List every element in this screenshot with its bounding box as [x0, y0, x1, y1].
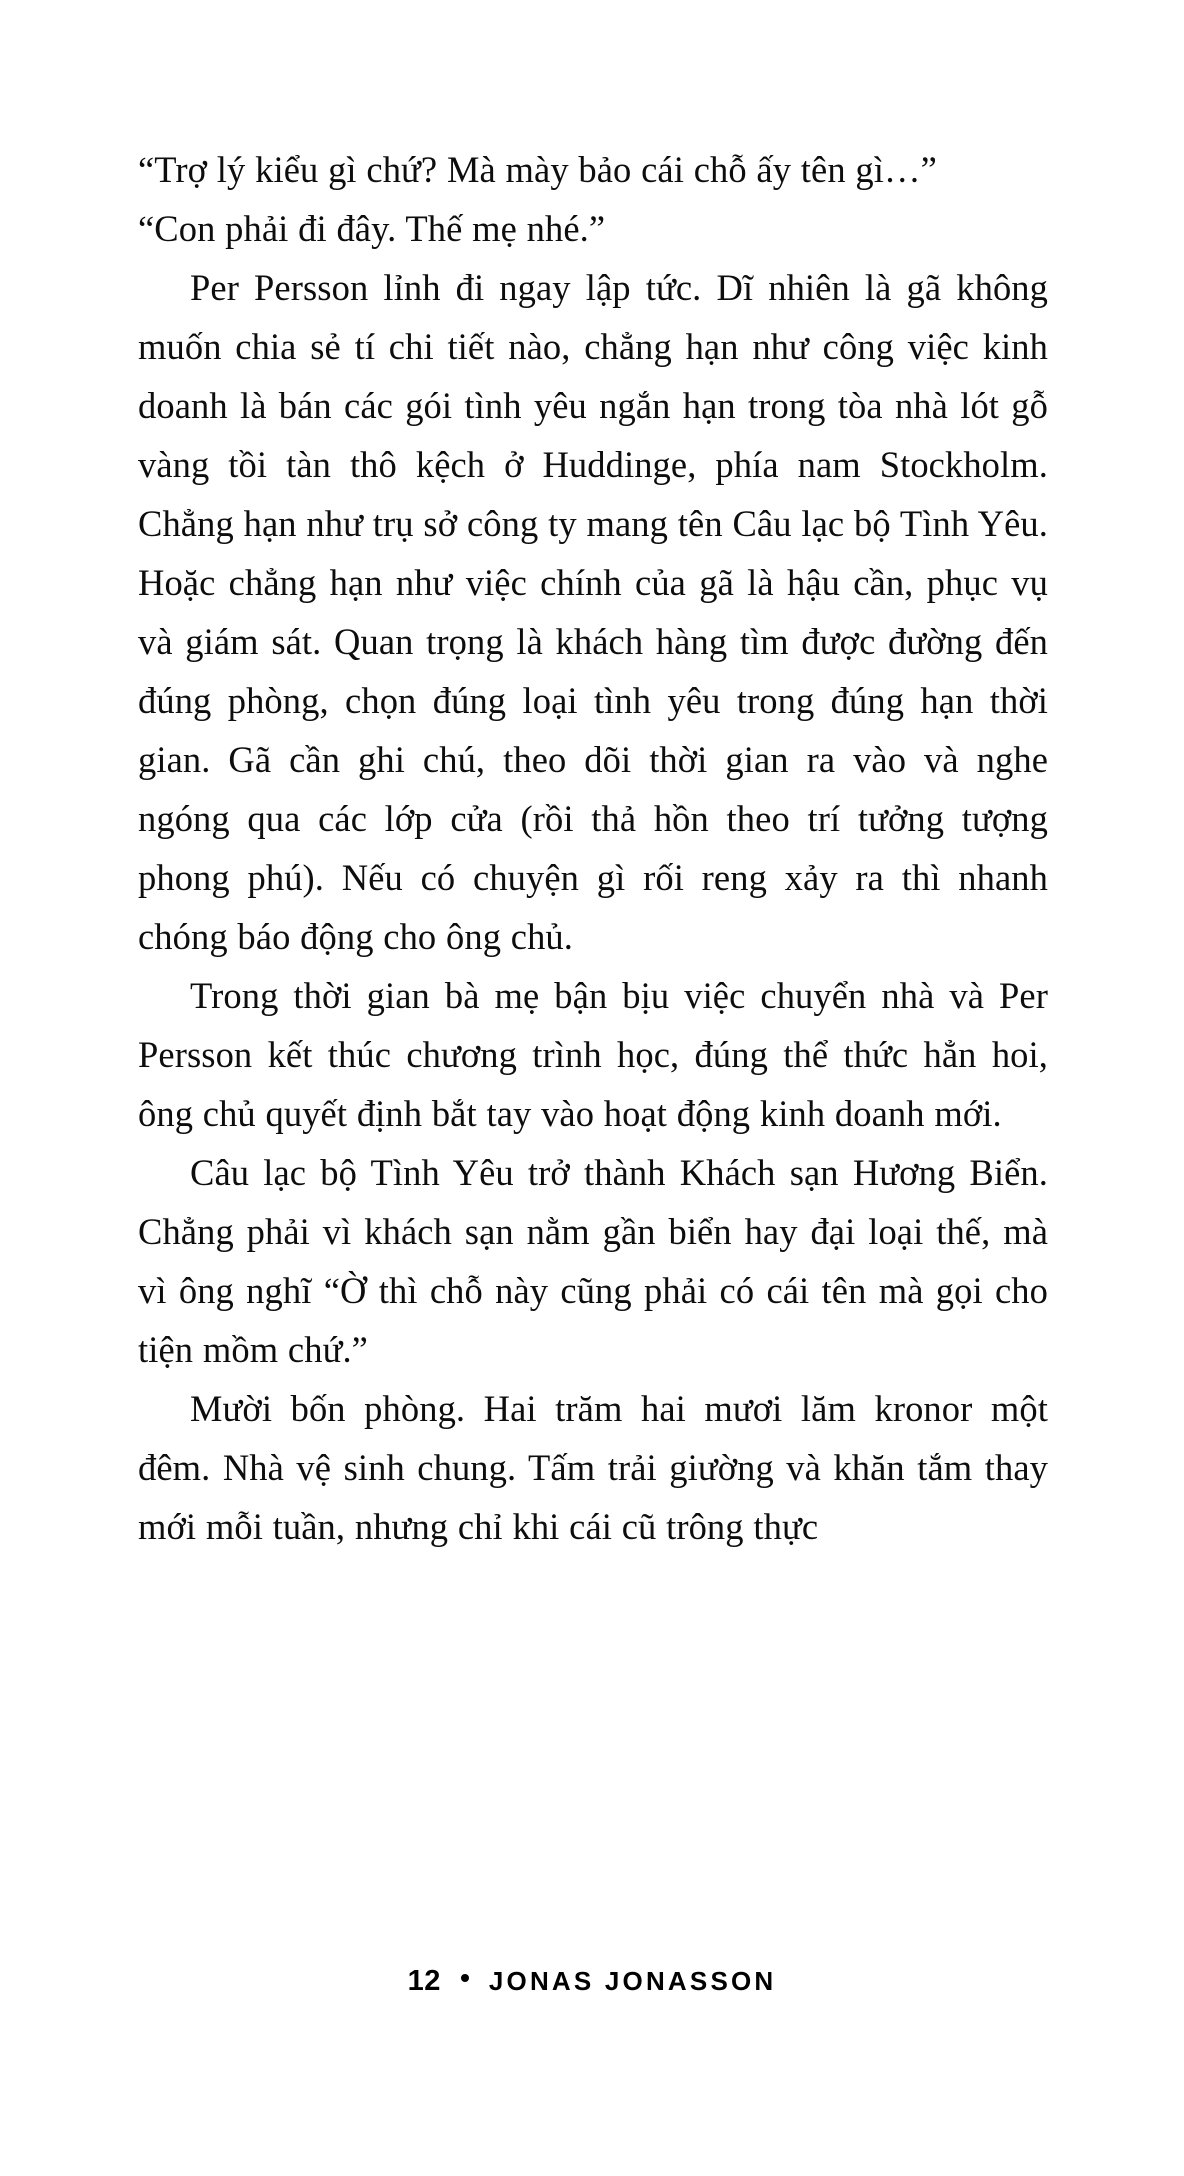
paragraph: “Con phải đi đây. Thế mẹ nhé.”	[138, 208, 606, 249]
running-author: JONAS JONASSON	[488, 1966, 777, 1996]
paragraph: Per Persson lỉnh đi ngay lập tức. Dĩ nhiên là gã không muốn chia sẻ tí chi tiết nào, chẳng hạn như công việc kinh doanh là bán các gói tình yêu ngắn hạn trong tòa nhà lót gỗ vàng tồi tàn thô kệch ở Huddinge, phía nam Stockholm. Chẳng hạn như trụ sở công ty mang tên Câu lạc bộ Tình Yêu. Hoặc chẳng hạn như việc chính của gã là hậu cần, phục vụ và giám sát. Quan trọng là khách hàng tìm được đường đến đúng phòng, chọn đúng loại tình yêu trong đúng hạn thời gian. Gã cần ghi chú, theo dõi thời gian ra vào và nghe ngóng qua các lớp cửa (rồi thả hồn theo trí tưởng tượng phong phú). Nếu có chuyện gì rối reng xảy ra thì nhanh chóng báo động cho ông chủ.	[138, 267, 1048, 957]
bullet-dot-icon	[461, 1974, 469, 1982]
page-footer	[0, 1965, 1184, 1998]
paragraph: “Trợ lý kiểu gì chứ? Mà mày bảo cái chỗ ấy tên gì…”	[138, 149, 937, 190]
paragraph: Mười bốn phòng. Hai trăm hai mươi lăm kronor một đêm. Nhà vệ sinh chung. Tấm trải giường và khăn tắm thay mới mỗi tuần, nhưng chỉ khi cái cũ trông thực	[138, 1388, 1048, 1547]
paragraph: Trong thời gian bà mẹ bận bịu việc chuyển nhà và Per Persson kết thúc chương trình học, đúng thể thức hẳn hoi, ông chủ quyết định bắt tay vào hoạt động kinh doanh mới.	[138, 975, 1048, 1134]
body-text	[138, 140, 1048, 1556]
paragraph: Câu lạc bộ Tình Yêu trở thành Khách sạn Hương Biển. Chẳng phải vì khách sạn nằm gần biển hay đại loại thế, mà vì ông nghĩ “Ờ thì chỗ này cũng phải có cái tên mà gọi cho tiện mồm chứ.”	[138, 1152, 1048, 1370]
page-number: 12	[407, 1965, 441, 1997]
